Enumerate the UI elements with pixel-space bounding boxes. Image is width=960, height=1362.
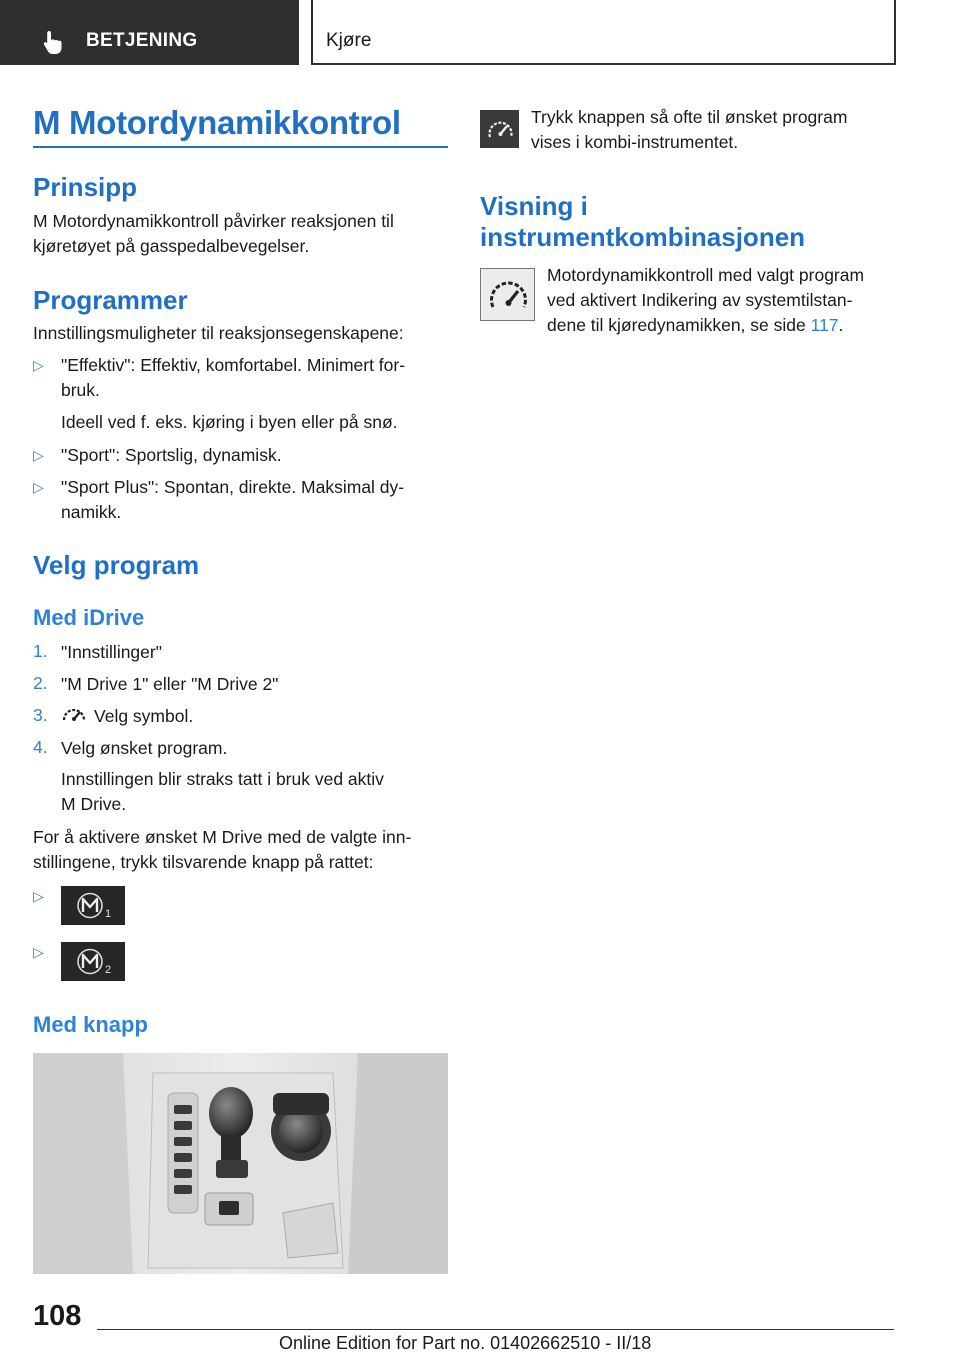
principle-text-line1: M Motordynamikkontroll påvirker reaksjonen til	[33, 211, 394, 231]
hand-pointer-icon	[40, 28, 68, 56]
select-program-heading: Velg program	[33, 550, 200, 580]
program-sport: "Sport": Sportslig, dynamisk.	[61, 445, 282, 465]
display-heading-line2: instrumentkombinasjonen	[480, 222, 806, 252]
step-text: Velg ønsket program.	[61, 738, 228, 758]
display-text-line3	[547, 313, 843, 338]
section-header	[0, 0, 299, 65]
page-number: 108	[33, 1300, 82, 1332]
m1-icon	[61, 886, 125, 925]
step4-note-line2: M Drive.	[61, 794, 127, 814]
program-effektiv-line2: bruk.	[61, 380, 100, 400]
bullet-marker: ▷	[33, 357, 44, 373]
m2-subscript: 2	[105, 964, 112, 976]
activate-text-line1: For å aktivere ønsket M Drive med de valgte inn-	[33, 827, 412, 847]
bullet-marker: ▷	[33, 944, 44, 960]
edition-text: Online Edition for Part no. 01402662510 - II/18	[279, 1333, 652, 1353]
step4-note-line1: Innstillingen blir straks tatt i bruk ved aktiv	[61, 769, 384, 789]
m2-steering-wheel-button[interactable]	[61, 942, 125, 981]
step-text: "Innstillinger"	[61, 642, 162, 662]
drive-mode-button-illustration	[480, 110, 519, 148]
page-reference-link[interactable]: 117	[810, 315, 839, 335]
principle-heading: Prinsipp	[33, 172, 138, 202]
instrument-display-symbol	[480, 268, 535, 321]
speedometer-icon	[61, 705, 87, 725]
step-number: 3.	[33, 705, 48, 725]
display-text-line3-suffix: .	[838, 315, 844, 335]
knapp-heading: Med knapp	[33, 1012, 148, 1037]
activate-text-line2: stillingene, trykk tilsvarende knapp på rattet:	[33, 852, 374, 872]
step-text: "M Drive 1" eller "M Drive 2"	[61, 674, 279, 694]
program-sport-plus-line1: "Sport Plus": Spontan, direkte. Maksimal dy-	[61, 477, 405, 497]
press-text-line2: vises i kombi-instrumentet.	[531, 132, 739, 152]
speedometer-icon	[481, 111, 520, 149]
step-number: 1.	[33, 641, 48, 661]
step-number: 2.	[33, 673, 48, 693]
program-effektiv-note: Ideell ved f. eks. kjøring i byen eller på snø.	[61, 412, 398, 432]
section-label: BETJENING	[86, 30, 198, 51]
programs-intro: Innstillingsmuligheter til reaksjonsegenskapene:	[33, 323, 404, 343]
display-text-line1: Motordynamikkontroll med valgt program	[547, 265, 865, 285]
press-text-line1: Trykk knappen så ofte til ønsket program	[531, 107, 848, 127]
bullet-marker: ▷	[33, 479, 44, 495]
program-effektiv-line1: "Effektiv": Effektiv, komfortabel. Minimert for-	[61, 355, 406, 375]
bullet-marker: ▷	[33, 888, 44, 904]
m1-steering-wheel-button[interactable]	[61, 886, 125, 925]
m1-subscript: 1	[105, 908, 112, 920]
display-heading-line1: Visning i	[480, 191, 588, 221]
display-text-line2: ved aktivert Indikering av systemtilstan-	[547, 290, 853, 310]
page-title: M Motordynamikkontrol	[33, 104, 401, 141]
principle-text-line2: kjøretøyet på gasspedalbevegelser.	[33, 236, 310, 256]
idrive-heading: Med iDrive	[33, 605, 145, 630]
chapter-label: Kjøre	[326, 30, 372, 51]
bullet-marker: ▷	[33, 447, 44, 463]
footer-divider	[97, 1329, 894, 1330]
display-text-line3-prefix: dene til kjøredynamikken, se side	[547, 315, 811, 335]
center-console-photo	[33, 1053, 448, 1274]
program-sport-plus-line2: namikk.	[61, 502, 122, 522]
m2-icon	[61, 942, 125, 981]
title-divider	[33, 146, 448, 148]
step-text: Velg symbol.	[94, 706, 194, 726]
programs-heading: Programmer	[33, 285, 188, 315]
chapter-header	[311, 0, 896, 65]
step-number: 4.	[33, 737, 48, 757]
speedometer-icon	[481, 269, 536, 322]
